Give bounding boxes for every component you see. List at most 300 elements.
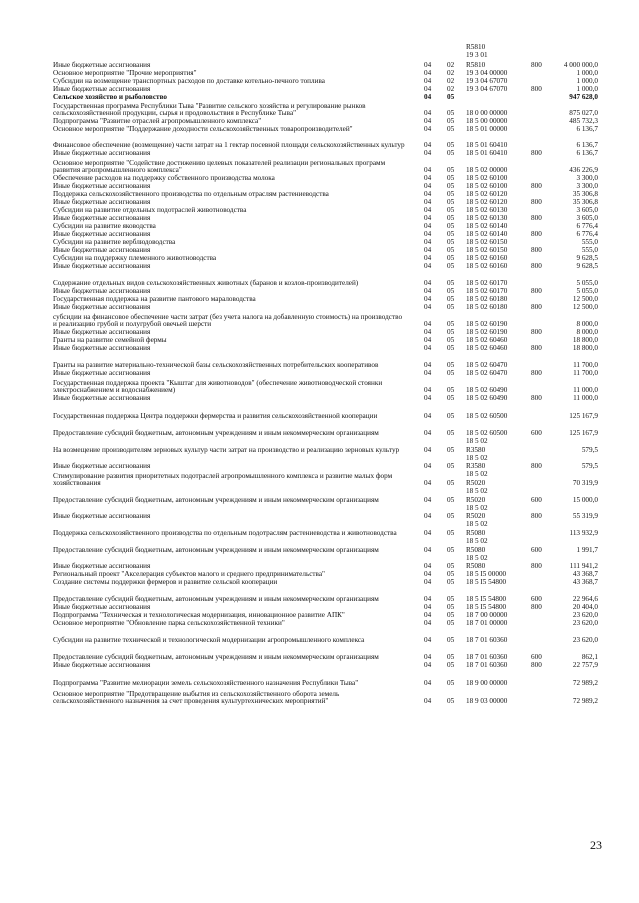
row-name: Стимулирование развития приоритетных подотраслей агропромышленного комплекса и развитие малых форм хозяйствования (53, 471, 393, 488)
row-subsection: 05 (447, 214, 455, 223)
row-amount: 6 776,4 (576, 230, 598, 239)
row-subsection: 05 (447, 190, 455, 199)
row-subsection: 05 (447, 117, 455, 126)
row-target-code: 18 5 02 60190 (466, 328, 508, 337)
row-name: субсидии на финансовое обеспечение части затрат (без учета налога на добавленную стоимость) на производство и реализацию грубой и полугрубой овечьей шерсти (53, 312, 403, 329)
row-name: Основное мероприятие "Содействие достижению целевых показателей реализации региональных программ развития агропромышленного комплекса" (53, 158, 386, 175)
row-target-code: 18 5 I5 54800 (466, 603, 507, 612)
row-section: 04 (424, 279, 432, 288)
row-section: 04 (424, 320, 432, 329)
row-name: Иные бюджетные ассигнования (53, 214, 151, 223)
row-target-code: 19 3 04 67070 (466, 77, 508, 86)
row-section: 04 (424, 206, 432, 215)
row-section: 04 (424, 198, 432, 207)
row-amount: 43 368,7 (572, 570, 598, 579)
table-row (0, 51, 639, 70)
row-section: 04 (424, 117, 432, 126)
row-target-code: R5810 (466, 43, 486, 52)
table-row (0, 150, 639, 158)
row-section: 04 (424, 149, 432, 158)
row-section: 04 (424, 369, 432, 378)
row-expense-type: 800 (531, 61, 542, 70)
row-name: Иные бюджетные ассигнования (53, 603, 151, 612)
table-row (0, 158, 639, 175)
row-target-code: 18 5 02 60130 (466, 214, 508, 223)
row-subsection: 05 (447, 361, 455, 370)
table-row (0, 421, 639, 438)
row-amount: 12 500,0 (572, 295, 598, 304)
row-target-code: 18 5 01 00000 (466, 125, 508, 134)
table-row (0, 471, 639, 488)
row-target-code: R5080 (466, 529, 486, 538)
row-subsection: 05 (447, 619, 455, 628)
row-amount: 35 306,8 (572, 198, 598, 207)
row-target-code: 18 5 02 (466, 554, 488, 563)
row-target-code: 18 5 02 60470 (466, 369, 508, 378)
table-row (0, 353, 639, 370)
row-amount: 579,5 (581, 446, 598, 455)
row-section: 04 (424, 679, 432, 688)
table-row (0, 134, 639, 150)
row-name: Субсидии на возмещение транспортных расходов по доставке котельно-печного топлива (53, 77, 325, 86)
row-expense-type: 600 (531, 653, 542, 662)
row-section: 04 (424, 611, 432, 620)
row-subsection: 05 (447, 303, 455, 312)
row-section: 04 (424, 230, 432, 239)
row-expense-type: 800 (531, 149, 542, 158)
row-subsection: 05 (447, 595, 455, 604)
row-amount: 8 000,0 (576, 320, 598, 329)
row-subsection: 05 (447, 109, 455, 118)
row-amount: 6 136,7 (576, 125, 598, 134)
row-amount: 5 055,0 (576, 287, 598, 296)
row-subsection: 05 (447, 295, 455, 304)
row-section: 04 (424, 570, 432, 579)
row-section: 04 (424, 214, 432, 223)
row-subsection: 05 (447, 246, 455, 255)
row-target-code: 18 5 02 60190 (466, 320, 508, 329)
row-name: Иные бюджетные ассигнования (53, 328, 151, 337)
row-target-code: 18 5 02 60160 (466, 254, 508, 263)
row-name: Иные бюджетные ассигнования (53, 61, 151, 70)
row-target-code: 18 5 02 60170 (466, 287, 508, 296)
row-section: 04 (424, 262, 432, 271)
table-row (0, 94, 639, 102)
row-name: Основное мероприятие "Обновление парка сельскохозяйственной техники" (53, 619, 285, 628)
row-subsection: 05 (447, 603, 455, 612)
row-name: Создание системы поддержки фермеров и развитие сельской кооперации (53, 578, 278, 587)
table-row (0, 345, 639, 353)
row-subsection: 05 (447, 125, 455, 134)
row-section: 04 (424, 462, 432, 471)
row-expense-type: 600 (531, 546, 542, 555)
row-name: Иные бюджетные ассигнования (53, 303, 151, 312)
row-subsection: 05 (447, 394, 455, 403)
row-expense-type: 600 (531, 429, 542, 438)
row-name: Поддержка сельскохозяйственного производства по отдельным подотраслям растениеводства и животноводства (53, 529, 397, 538)
row-amount: 947 628,0 (569, 93, 598, 102)
row-amount: 875 027,0 (569, 109, 598, 118)
row-amount: 125 167,9 (569, 412, 598, 421)
row-section: 04 (424, 182, 432, 191)
row-amount: 1 000,0 (576, 69, 598, 78)
row-section: 04 (424, 287, 432, 296)
row-amount: 4 000 000,0 (563, 61, 598, 70)
row-subsection: 05 (447, 679, 455, 688)
row-expense-type: 800 (531, 262, 542, 271)
table-row (0, 555, 639, 571)
row-expense-type: 800 (531, 369, 542, 378)
row-amount: 43 368,7 (572, 578, 598, 587)
table-row (0, 271, 639, 288)
row-section: 04 (424, 328, 432, 337)
row-subsection: 02 (447, 77, 455, 86)
row-name: Региональный проект "Акселерация субъектов малого и среднего предпринимательства" (53, 570, 325, 579)
row-amount: 3 605,0 (576, 214, 598, 223)
row-expense-type: 600 (531, 595, 542, 604)
page-number: 23 (590, 838, 602, 852)
row-name: Иные бюджетные ассигнования (53, 287, 151, 296)
row-amount: 436 226,9 (569, 166, 598, 175)
row-section: 04 (424, 636, 432, 645)
row-subsection: 05 (447, 386, 455, 395)
row-amount: 23 620,0 (572, 619, 598, 628)
row-name: Подпрограмма "Техническая и технологическая модернизация, инновационное развитие АПК" (53, 611, 345, 620)
row-target-code: R3580 (466, 462, 486, 471)
row-section: 04 (424, 93, 432, 102)
row-subsection: 05 (447, 697, 455, 706)
row-name: Иные бюджетные ассигнования (53, 182, 151, 191)
row-amount: 555,0 (581, 238, 598, 247)
row-target-code: 18 5 02 60170 (466, 279, 508, 288)
row-name: Государственная поддержка проекта "Кыштаг для животноводов" (обеспечение животноводческой стоянки электроснабжением и водоснабжением) (53, 378, 383, 395)
table-row (0, 645, 639, 662)
row-name: Иные бюджетные ассигнования (53, 394, 151, 403)
row-target-code: 18 7 01 00000 (466, 619, 508, 628)
row-amount: 12 500,0 (572, 303, 598, 312)
row-subsection: 05 (447, 141, 455, 150)
row-subsection: 02 (447, 61, 455, 70)
table-row (0, 263, 639, 271)
row-subsection: 05 (447, 636, 455, 645)
table-row (0, 688, 639, 706)
row-section: 04 (424, 619, 432, 628)
row-subsection: 05 (447, 496, 455, 505)
row-name: Иные бюджетные ассигнования (53, 562, 151, 571)
row-target-code: 18 9 00 00000 (466, 679, 508, 688)
row-section: 04 (424, 77, 432, 86)
row-subsection: 05 (447, 369, 455, 378)
row-subsection: 02 (447, 85, 455, 94)
row-subsection: 05 (447, 578, 455, 587)
table-row (0, 579, 639, 587)
row-expense-type: 600 (531, 496, 542, 505)
row-amount: 22 757,9 (572, 661, 598, 670)
row-name: Подпрограмма "Развитие мелиорации земель сельскохозяйственного назначения Республики Тыва" (53, 679, 359, 688)
row-amount: 125 167,9 (569, 429, 598, 438)
table-row (0, 438, 639, 455)
row-amount: 113 932,9 (569, 529, 598, 538)
row-target-code: 18 5 02 60460 (466, 336, 508, 345)
row-name: Субсидии на поддержку племенного животноводства (53, 254, 217, 263)
row-name: Основное мероприятие "Предотвращение выбытия из сельскохозяйственного оборота земель сельскохозяйственного назначения за счет проведения культуртехнических мероприятий" (53, 689, 340, 706)
row-subsection: 05 (447, 182, 455, 191)
row-name: На возмещение производителям зерновых культур части затрат на производство и реализацию зерновых культур (53, 446, 400, 455)
table-row (0, 312, 639, 329)
table-row (0, 403, 639, 421)
row-name: Основное мероприятие "Поддержание доходности сельскохозяйственных товаропроизводителей" (53, 125, 353, 134)
row-target-code: 18 5 02 (466, 470, 488, 479)
row-amount: 9 628,5 (576, 262, 598, 271)
row-name: Поддержка сельскохозяйственного производства по отдельным отраслям растениеводства (53, 190, 329, 199)
row-target-code: 18 5 02 (466, 454, 488, 463)
row-target-code: 18 5 00 00000 (466, 117, 508, 126)
row-name: Иные бюджетные ассигнования (53, 230, 151, 239)
row-name: Иные бюджетные ассигнования (53, 661, 151, 670)
row-subsection: 05 (447, 166, 455, 175)
row-subsection: 05 (447, 546, 455, 555)
row-target-code: R5020 (466, 512, 486, 521)
row-expense-type: 800 (531, 246, 542, 255)
row-section: 04 (424, 429, 432, 438)
row-target-code: 18 5 02 60150 (466, 238, 508, 247)
row-section: 04 (424, 344, 432, 353)
row-name: Предоставление субсидий бюджетным, автономным учреждениям и иным некоммерческим организациям (53, 429, 379, 438)
row-target-code: 18 5 02 (466, 487, 488, 496)
row-target-code: 18 5 02 60180 (466, 295, 508, 304)
row-name: Государственная поддержка на развитие пантового мараловодства (53, 295, 256, 304)
table-row (0, 505, 639, 521)
row-subsection: 05 (447, 570, 455, 579)
row-expense-type: 800 (531, 562, 542, 571)
row-name: Финансовое обеспечение (возмещение) части затрат на 1 гектар посевной площади сельскохозяйственных культур (53, 141, 405, 150)
row-target-code: R5080 (466, 562, 486, 571)
table-row (0, 126, 639, 134)
row-name: Предоставление субсидий бюджетным, автономным учреждениям и иным некоммерческим организациям (53, 546, 379, 555)
table-row (0, 628, 639, 645)
row-subsection: 05 (447, 254, 455, 263)
row-amount: 11 000,0 (573, 386, 598, 395)
row-amount: 3 300,0 (576, 174, 598, 183)
row-amount: 72 989,2 (572, 679, 598, 688)
row-target-code: 18 5 02 60100 (466, 182, 508, 191)
row-expense-type: 800 (531, 603, 542, 612)
row-amount: 35 306,8 (572, 190, 598, 199)
row-amount: 11 700,0 (573, 369, 598, 378)
row-target-code: 18 5 02 60490 (466, 386, 508, 395)
row-section: 04 (424, 546, 432, 555)
row-subsection: 05 (447, 238, 455, 247)
row-subsection: 05 (447, 429, 455, 438)
row-amount: 72 989,2 (572, 697, 598, 706)
row-subsection: 05 (447, 479, 455, 488)
row-target-code: 18 5 02 60130 (466, 206, 508, 215)
row-amount: 18 800,0 (572, 336, 598, 345)
row-subsection: 05 (447, 529, 455, 538)
table-row (0, 587, 639, 604)
row-target-code: 18 5 02 60160 (466, 262, 508, 271)
row-amount: 1 000,0 (576, 85, 598, 94)
row-name: Гранты на развитие семейной фермы (53, 336, 167, 345)
row-subsection: 05 (447, 149, 455, 158)
row-name: Государственная поддержка Центра поддержки фермерства и развития сельскохозяйственной кооперации (53, 412, 378, 421)
row-name: Предоставление субсидий бюджетным, автономным учреждениям и иным некоммерческим организациям (53, 595, 379, 604)
row-amount: 485 732,3 (569, 117, 598, 126)
table-row (0, 620, 639, 628)
row-section: 04 (424, 222, 432, 231)
row-section: 04 (424, 446, 432, 455)
row-section: 04 (424, 479, 432, 488)
row-target-code: 18 5 02 60100 (466, 174, 508, 183)
row-target-code: 18 5 02 60150 (466, 246, 508, 255)
row-amount: 6 136,7 (576, 141, 598, 150)
row-target-code: 18 7 00 00000 (466, 611, 508, 620)
row-target-code: R5080 (466, 546, 486, 555)
table-row (0, 538, 639, 555)
row-name: Государственная программа Республики Тыва "Развитие сельского хозяйства и регулирование рынков сельскохозяйственной продукции, сырья и продовольствия в Республике Тыва" (53, 101, 366, 118)
table-row (0, 44, 639, 52)
row-target-code: 18 5 02 60470 (466, 361, 508, 370)
row-target-code: 18 0 00 00000 (466, 109, 508, 118)
row-section: 04 (424, 512, 432, 521)
row-target-code: 18 7 01 60360 (466, 636, 508, 645)
table-row (0, 370, 639, 378)
row-section: 04 (424, 595, 432, 604)
row-amount: 111 941,2 (569, 562, 598, 571)
row-target-code: 18 7 01 60360 (466, 653, 508, 662)
table-row (0, 488, 639, 505)
row-amount: 579,5 (581, 462, 598, 471)
row-expense-type: 800 (531, 512, 542, 521)
row-name: Иные бюджетные ассигнования (53, 462, 151, 471)
row-expense-type: 800 (531, 85, 542, 94)
row-section: 04 (424, 295, 432, 304)
row-subsection: 05 (447, 198, 455, 207)
row-section: 04 (424, 109, 432, 118)
row-target-code: 18 5 02 60490 (466, 394, 508, 403)
row-amount: 70 319,9 (572, 479, 598, 488)
row-subsection: 05 (447, 512, 455, 521)
row-expense-type: 800 (531, 462, 542, 471)
row-section: 04 (424, 697, 432, 706)
row-amount: 22 964,6 (572, 595, 598, 604)
row-section: 04 (424, 85, 432, 94)
row-section: 04 (424, 61, 432, 70)
table-row (0, 378, 639, 395)
row-expense-type: 800 (531, 287, 542, 296)
row-section: 04 (424, 412, 432, 421)
table-row (0, 304, 639, 312)
row-subsection: 05 (447, 653, 455, 662)
row-target-code: 18 5 01 60410 (466, 141, 508, 150)
row-section: 04 (424, 529, 432, 538)
row-subsection: 05 (447, 562, 455, 571)
row-name: Гранты на развитие материально-технической базы сельскохозяйственных потребительских кооперативов (53, 361, 379, 370)
row-expense-type: 800 (531, 328, 542, 337)
row-amount: 15 000,0 (572, 496, 598, 505)
row-section: 04 (424, 303, 432, 312)
row-name: Предоставление субсидий бюджетным, автономным учреждениям и иным некоммерческим организациям (53, 496, 379, 505)
row-subsection: 05 (447, 93, 455, 102)
row-target-code: R3580 (466, 446, 486, 455)
row-name: Субсидии на развитие отдельных подотраслей животноводства (53, 206, 247, 215)
row-amount: 862,1 (581, 653, 598, 662)
table-row (0, 102, 639, 118)
row-section: 04 (424, 496, 432, 505)
row-target-code: 18 5 02 (466, 437, 488, 446)
row-expense-type: 800 (531, 394, 542, 403)
row-expense-type: 800 (531, 661, 542, 670)
table-row (0, 521, 639, 538)
row-target-code: 18 5 02 (466, 520, 488, 529)
row-amount: 8 000,0 (576, 328, 598, 337)
row-name: Иные бюджетные ассигнования (53, 344, 151, 353)
row-target-code: 18 9 03 00000 (466, 697, 508, 706)
row-section: 04 (424, 361, 432, 370)
row-name: Иные бюджетные ассигнования (53, 512, 151, 521)
row-amount: 6 136,7 (576, 149, 598, 158)
row-subsection: 05 (447, 279, 455, 288)
row-target-code: 18 5 02 60500 (466, 429, 508, 438)
row-section: 04 (424, 246, 432, 255)
row-subsection: 05 (447, 611, 455, 620)
row-name: Иные бюджетные ассигнования (53, 85, 151, 94)
row-expense-type: 800 (531, 303, 542, 312)
row-subsection: 05 (447, 222, 455, 231)
row-target-code: 18 5 I5 00000 (466, 570, 507, 579)
row-section: 04 (424, 661, 432, 670)
row-section: 04 (424, 562, 432, 571)
row-subsection: 05 (447, 287, 455, 296)
row-target-code: 18 5 02 60460 (466, 344, 508, 353)
row-name: Иные бюджетные ассигнования (53, 149, 151, 158)
row-name: Иные бюджетные ассигнования (53, 198, 151, 207)
row-amount: 1 000,0 (576, 77, 598, 86)
row-target-code: 18 7 01 60360 (466, 661, 508, 670)
row-target-code: 18 5 02 60500 (466, 412, 508, 421)
row-section: 04 (424, 190, 432, 199)
row-subsection: 05 (447, 174, 455, 183)
row-name: Основное мероприятие "Прочие мероприятия" (53, 69, 197, 78)
row-section: 04 (424, 254, 432, 263)
row-target-code: 18 5 02 (466, 537, 488, 546)
row-amount: 20 404,0 (572, 603, 598, 612)
row-subsection: 05 (447, 661, 455, 670)
row-name: Содержание отдельных видов сельскохозяйственных животных (баранов и козлов-производителей) (53, 279, 359, 288)
row-subsection: 05 (447, 328, 455, 337)
row-amount: 9 628,5 (576, 254, 598, 263)
row-subsection: 02 (447, 69, 455, 78)
row-section: 04 (424, 166, 432, 175)
row-target-code: R5020 (466, 479, 486, 488)
row-amount: 3 300,0 (576, 182, 598, 191)
row-name: Субсидии на развитие технической и технологической модернизации агропромышленного комплекса (53, 636, 365, 645)
row-section: 04 (424, 141, 432, 150)
row-amount: 1 991,7 (576, 546, 598, 555)
row-name: Иные бюджетные ассигнования (53, 369, 151, 378)
row-target-code: 19 3 01 (466, 51, 488, 60)
row-section: 04 (424, 125, 432, 134)
row-expense-type: 800 (531, 214, 542, 223)
row-expense-type: 800 (531, 198, 542, 207)
row-target-code: 19 3 04 67070 (466, 85, 508, 94)
row-section: 04 (424, 386, 432, 395)
row-amount: 3 605,0 (576, 206, 598, 215)
row-name: Иные бюджетные ассигнования (53, 262, 151, 271)
row-amount: 555,0 (581, 246, 598, 255)
row-target-code: 18 5 02 60140 (466, 230, 508, 239)
row-amount: 11 000,0 (573, 394, 598, 403)
